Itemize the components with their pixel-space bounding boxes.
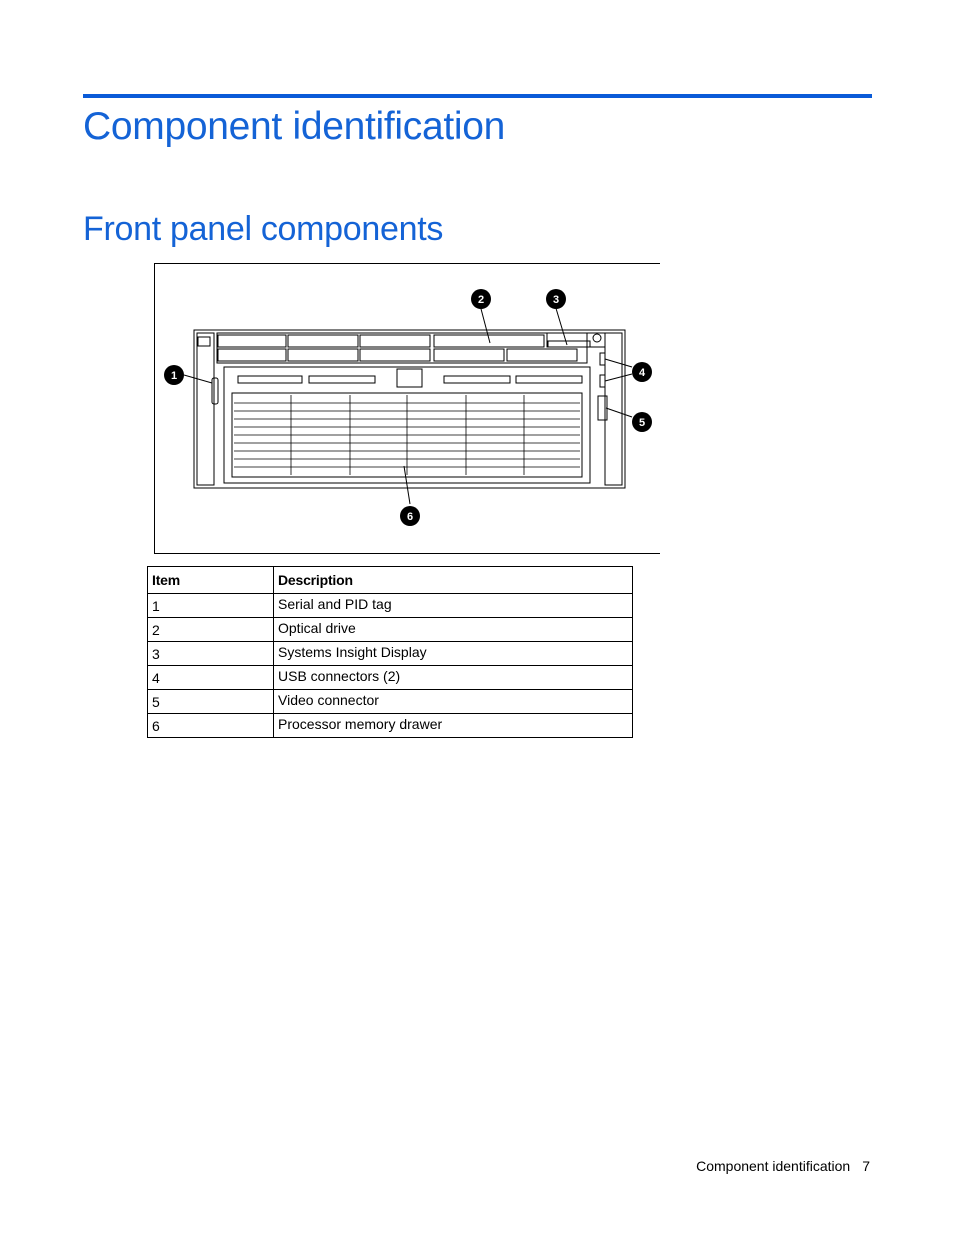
table-header-row [148, 567, 633, 594]
item-cell: 3 [148, 642, 274, 666]
description-cell: Optical drive [274, 618, 633, 642]
left-rack-ear [197, 333, 214, 485]
front-panel-illustration [154, 263, 660, 554]
item-column-header: Item [148, 567, 274, 594]
page-footer [696, 1158, 870, 1174]
callout-5: 5 [638, 417, 646, 429]
leader-1 [184, 375, 212, 383]
grille-lines [234, 395, 580, 475]
table-row [148, 618, 633, 642]
item-cell: 4 [148, 666, 274, 690]
item-cell: 2 [148, 618, 274, 642]
callout-2: 2 [477, 294, 485, 306]
table-row [148, 714, 633, 738]
drive-bay [218, 349, 286, 361]
chapter-rule [83, 94, 872, 98]
drive-bay [218, 335, 286, 347]
table-row [148, 642, 633, 666]
leader-4b [605, 374, 632, 381]
leader-3 [555, 305, 567, 345]
systems-insight-display [547, 333, 605, 347]
description-cell: Systems Insight Display [274, 642, 633, 666]
drive-bay [360, 349, 430, 361]
drive-bay [288, 335, 358, 347]
section-title: Front panel components [83, 210, 444, 248]
serial-pid-tag [212, 378, 218, 404]
drive-bay [434, 349, 504, 361]
hp-logo-badge [198, 337, 210, 346]
usb-connector [600, 375, 605, 387]
usb-connector [600, 353, 605, 365]
description-cell: Video connector [274, 690, 633, 714]
table-row [148, 690, 633, 714]
drive-bay [507, 349, 577, 361]
callout-3: 3 [552, 294, 560, 306]
description-column-header: Description [274, 567, 633, 594]
item-cell: 5 [148, 690, 274, 714]
table-row [148, 666, 633, 690]
callout-1: 1 [170, 370, 178, 382]
video-connector [598, 396, 607, 420]
sid-panel [548, 341, 590, 347]
chapter-title: Component identification [83, 105, 506, 148]
drawer-label [309, 376, 375, 383]
leader-4 [605, 359, 632, 367]
drive-bay [360, 335, 430, 347]
power-button [593, 334, 601, 342]
leader-2 [480, 305, 490, 343]
page-number: 7 [862, 1158, 870, 1174]
chassis-outline [194, 330, 625, 488]
drive-bay [288, 349, 358, 361]
drive-cage [217, 333, 587, 363]
item-cell: 6 [148, 714, 274, 738]
callout-6: 6 [406, 511, 414, 523]
drawer-handle [397, 369, 422, 387]
callout-4: 4 [638, 367, 646, 379]
footer-section-title: Component identification [696, 1158, 851, 1174]
description-cell: Serial and PID tag [274, 594, 633, 618]
description-cell: Processor memory drawer [274, 714, 633, 738]
components-table [147, 566, 633, 738]
drawer-label [444, 376, 510, 383]
description-cell: USB connectors (2) [274, 666, 633, 690]
item-cell: 1 [148, 594, 274, 618]
table-row [148, 594, 633, 618]
drawer-label [516, 376, 582, 383]
leader-5 [606, 408, 632, 417]
drawer-label [238, 376, 302, 383]
